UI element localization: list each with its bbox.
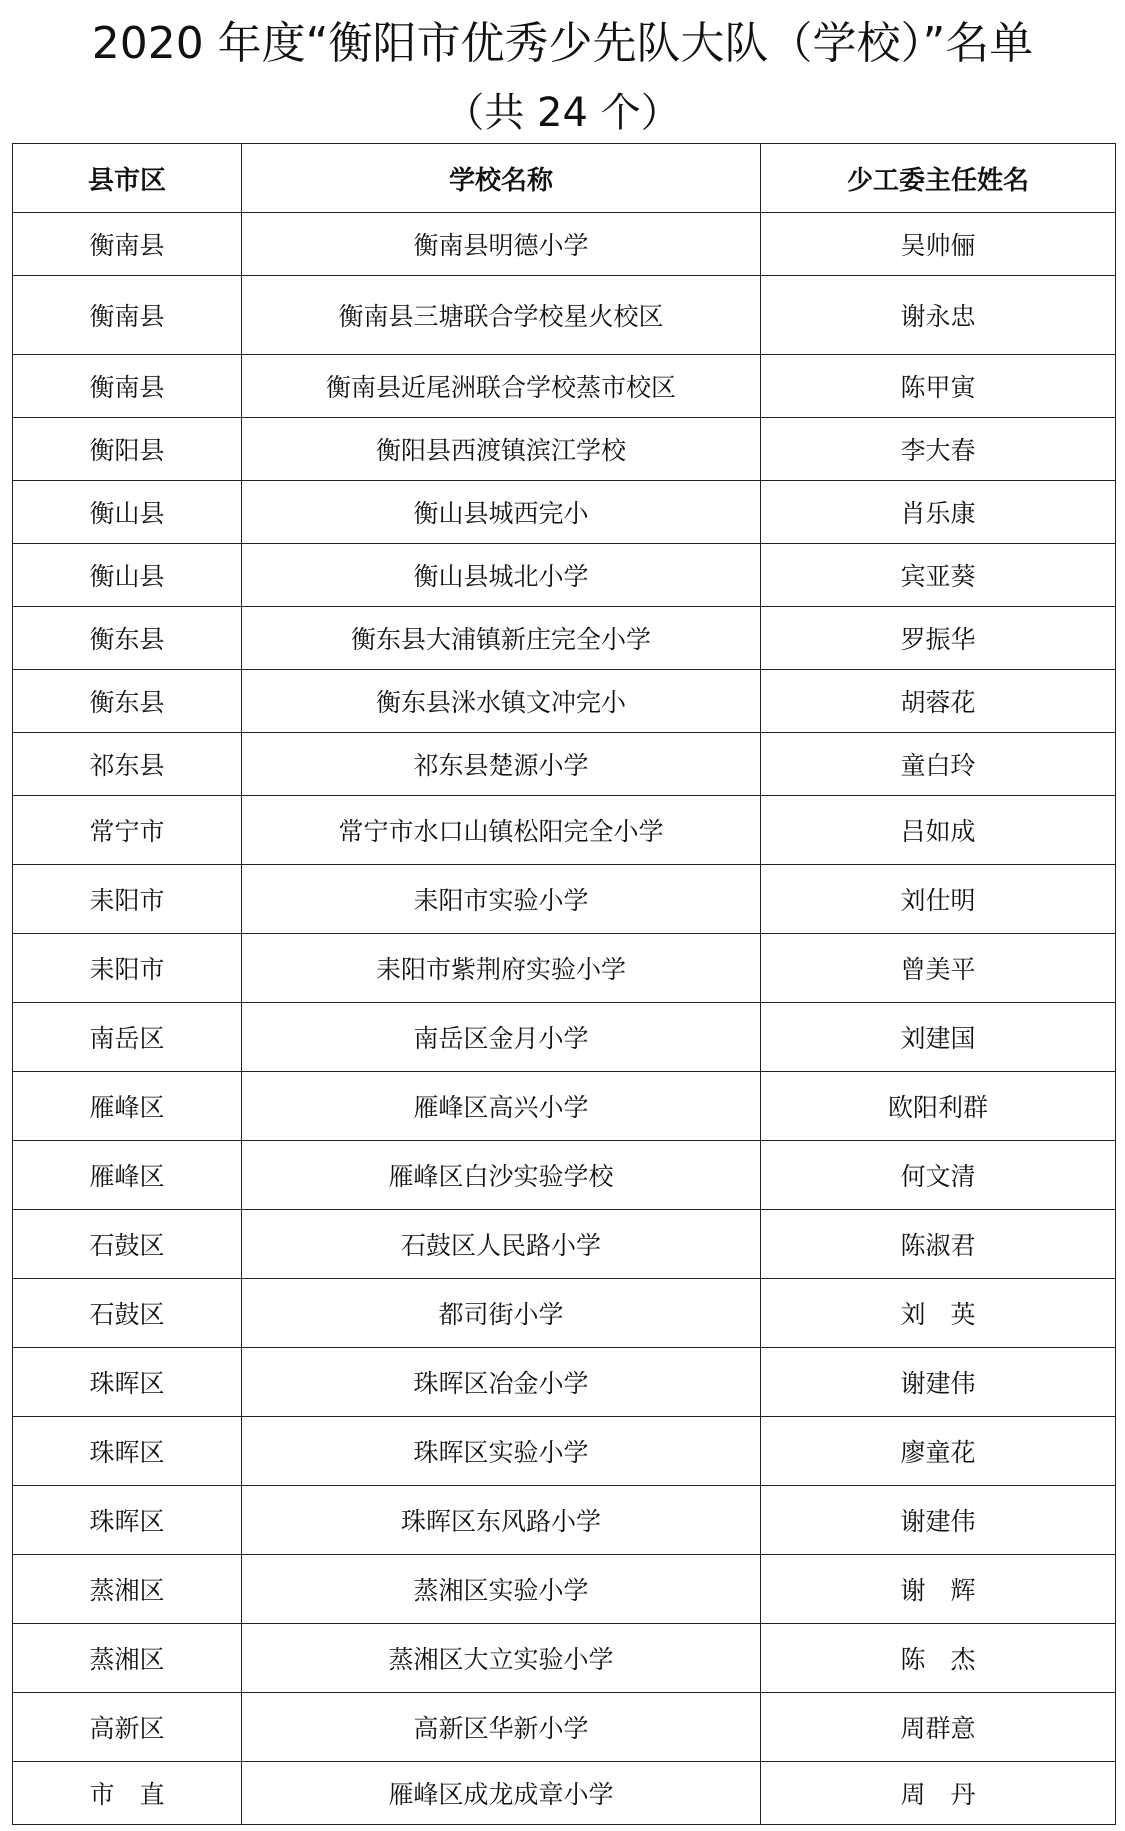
cell-district: 耒阳市 [13,865,242,934]
cell-district: 衡南县 [13,213,242,276]
cell-district: 衡山县 [13,481,242,544]
table-row [13,276,1116,355]
cell-district: 石鼓区 [13,1210,242,1279]
table-row [13,1417,1116,1486]
cell-district: 衡南县 [13,355,242,418]
cell-director-name: 廖童花 [761,1417,1116,1486]
table-row [13,544,1116,607]
cell-district: 珠晖区 [13,1348,242,1417]
cell-director-name: 陈淑君 [761,1210,1116,1279]
table-row [13,1555,1116,1624]
cell-director-name: 欧阳利群 [761,1072,1116,1141]
cell-director-name: 吕如成 [761,796,1116,865]
cell-school-name: 衡山县城西完小 [242,481,761,544]
cell-director-name: 刘仕明 [761,865,1116,934]
table-row [13,1003,1116,1072]
cell-director-name: 胡蓉花 [761,670,1116,733]
column-header-director-name: 少工委主任姓名 [761,144,1116,213]
table-row [13,733,1116,796]
cell-district: 常宁市 [13,796,242,865]
cell-director-name: 罗振华 [761,607,1116,670]
cell-school-name: 南岳区金月小学 [242,1003,761,1072]
cell-school-name: 衡山县城北小学 [242,544,761,607]
cell-school-name: 衡南县三塘联合学校星火校区 [242,276,761,355]
cell-school-name: 蒸湘区大立实验小学 [242,1624,761,1693]
cell-school-name: 石鼓区人民路小学 [242,1210,761,1279]
cell-district: 南岳区 [13,1003,242,1072]
table-row [13,796,1116,865]
cell-director-name: 吴帅俪 [761,213,1116,276]
table-row [13,1486,1116,1555]
cell-director-name: 陈甲寅 [761,355,1116,418]
table-row [13,607,1116,670]
table-row [13,1624,1116,1693]
table-row [13,418,1116,481]
cell-school-name: 珠晖区实验小学 [242,1417,761,1486]
cell-school-name: 雁峰区白沙实验学校 [242,1141,761,1210]
cell-district: 耒阳市 [13,934,242,1003]
table-header-row [13,144,1116,213]
cell-school-name: 常宁市水口山镇松阳完全小学 [242,796,761,865]
cell-district: 市 直 [13,1762,242,1825]
table-row [13,355,1116,418]
cell-district: 祁东县 [13,733,242,796]
table-row [13,934,1116,1003]
cell-district: 高新区 [13,1693,242,1762]
column-header-school-name: 学校名称 [242,144,761,213]
cell-district: 蒸湘区 [13,1624,242,1693]
cell-school-name: 雁峰区成龙成章小学 [242,1762,761,1825]
cell-director-name: 曾美平 [761,934,1116,1003]
cell-district: 衡阳县 [13,418,242,481]
table-row [13,1693,1116,1762]
cell-school-name: 都司街小学 [242,1279,761,1348]
cell-school-name: 祁东县楚源小学 [242,733,761,796]
table-row [13,1072,1116,1141]
cell-director-name: 周 丹 [761,1762,1116,1825]
cell-director-name: 陈 杰 [761,1624,1116,1693]
cell-district: 珠晖区 [13,1486,242,1555]
document-subtitle: （共 24 个） [444,90,681,136]
table-row [13,1141,1116,1210]
cell-district: 蒸湘区 [13,1555,242,1624]
cell-district: 衡山县 [13,544,242,607]
cell-director-name: 肖乐康 [761,481,1116,544]
table-row [13,1762,1116,1825]
cell-director-name: 周群意 [761,1693,1116,1762]
cell-district: 雁峰区 [13,1072,242,1141]
cell-district: 衡南县 [13,276,242,355]
cell-district: 衡东县 [13,607,242,670]
cell-director-name: 刘建国 [761,1003,1116,1072]
cell-director-name: 童白玲 [761,733,1116,796]
cell-school-name: 珠晖区东风路小学 [242,1486,761,1555]
honor-list-table [12,143,1116,1825]
cell-school-name: 雁峰区高兴小学 [242,1072,761,1141]
cell-school-name: 耒阳市紫荆府实验小学 [242,934,761,1003]
cell-school-name: 珠晖区冶金小学 [242,1348,761,1417]
cell-director-name: 谢建伟 [761,1348,1116,1417]
cell-director-name: 何文清 [761,1141,1116,1210]
cell-school-name: 衡南县明德小学 [242,213,761,276]
cell-school-name: 高新区华新小学 [242,1693,761,1762]
cell-district: 衡东县 [13,670,242,733]
cell-director-name: 宾亚葵 [761,544,1116,607]
document-title: 2020 年度“衡阳市优秀少先队大队（学校）”名单 [91,18,1034,69]
table-row [13,865,1116,934]
cell-school-name: 衡东县洣水镇文冲完小 [242,670,761,733]
cell-school-name: 衡南县近尾洲联合学校蒸市校区 [242,355,761,418]
table-row [13,1210,1116,1279]
cell-director-name: 谢建伟 [761,1486,1116,1555]
table-row [13,1348,1116,1417]
cell-district: 石鼓区 [13,1279,242,1348]
column-header-district: 县市区 [13,144,242,213]
cell-director-name: 李大春 [761,418,1116,481]
cell-school-name: 衡东县大浦镇新庄完全小学 [242,607,761,670]
cell-school-name: 蒸湘区实验小学 [242,1555,761,1624]
table-row [13,1279,1116,1348]
cell-director-name: 谢永忠 [761,276,1116,355]
cell-director-name: 谢 辉 [761,1555,1116,1624]
cell-district: 珠晖区 [13,1417,242,1486]
cell-director-name: 刘 英 [761,1279,1116,1348]
table-row [13,670,1116,733]
table-row [13,213,1116,276]
table-row [13,481,1116,544]
cell-school-name: 衡阳县西渡镇滨江学校 [242,418,761,481]
cell-district: 雁峰区 [13,1141,242,1210]
cell-school-name: 耒阳市实验小学 [242,865,761,934]
